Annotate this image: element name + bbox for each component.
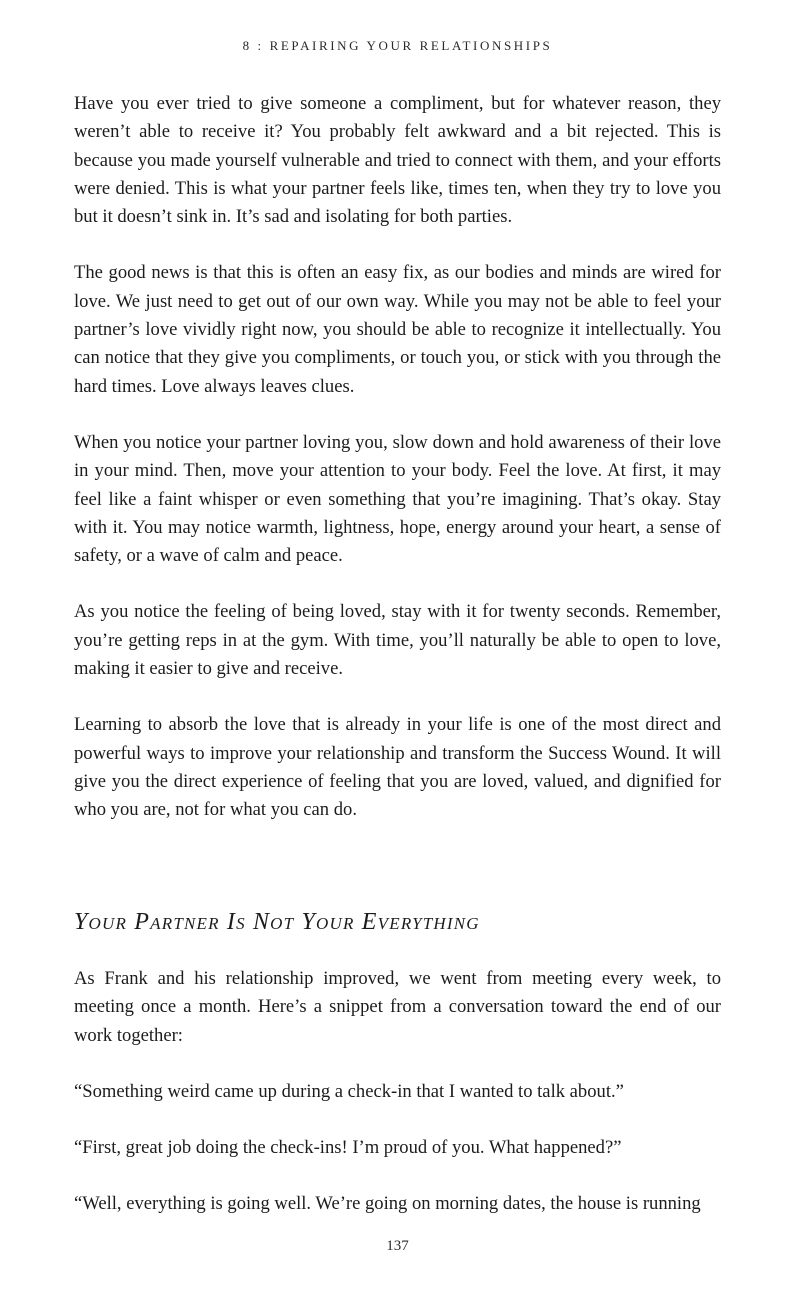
paragraph-notice-love: When you notice your partner loving you, slow down and hold awareness of their love in your mind. Then, move your attention to your body. Feel the love. At first, it may feel like a faint whisper or even something that you’re imagining. That’s okay. Stay with it. You may notice warmth, lightness, hope, energy around your heart, a sense of safety, or a wave of calm and peace.: [74, 431, 721, 567]
paragraph-twenty-seconds: As you notice the feeling of being loved, stay with it for twenty seconds. Remember, you’re getting reps in at the gym. With time, you’ll naturally be able to open to love, making it easier to give and receive.: [74, 601, 721, 680]
paragraph-absorb-love: Learning to absorb the love that is already in your life is one of the most direct and powerful ways to improve your relationship and transform the Success Wound. It will give you the direct experience of feeling that you are loved, valued, and dignified for who you are, not for what you can do.: [74, 714, 721, 821]
section-heading: Your Partner Is Not Your Everything: [74, 909, 480, 935]
body-text-top: [74, 90, 721, 853]
dialogue-line-2: “First, great job doing the check-ins! I’m proud of you. What happened?”: [74, 1137, 622, 1159]
dialogue-line-1: “Something weird came up during a check-in that I wanted to talk about.”: [74, 1080, 624, 1102]
running-head: 8 : REPAIRING YOUR RELATIONSHIPS: [242, 38, 553, 53]
paragraph-good-news: The good news is that this is often an easy fix, as our bodies and minds are wired for love. We just need to get out of our own way. While you may not be able to feel your partner’s love vividly right now, you should be able to recognize it intellectually. You can notice that they give you compliments, or touch you, or stick with you through the hard times. Love always leaves clues.: [74, 262, 721, 397]
body-text-section: [74, 965, 721, 1247]
page-number: 137: [386, 1238, 409, 1254]
paragraph-frank-intro: As Frank and his relationship improved, we went from meeting every week, to meeting once a month. Here’s a snippet from a conversation toward the end of our work together:: [74, 968, 721, 1046]
paragraph-compliment: Have you ever tried to give someone a compliment, but for whatever reason, they weren’t able to receive it? You probably felt awkward and a bit rejected. This is because you made yourself vulnerable and tried to connect with them, and your efforts were denied. This is what your partner feels like, times ten, when they try to love you but it doesn’t sink in. It’s sad and isolating for both parties.: [74, 93, 721, 228]
dialogue-line-3: “Well, everything is going well. We’re going on morning dates, the house is running: [74, 1193, 701, 1215]
